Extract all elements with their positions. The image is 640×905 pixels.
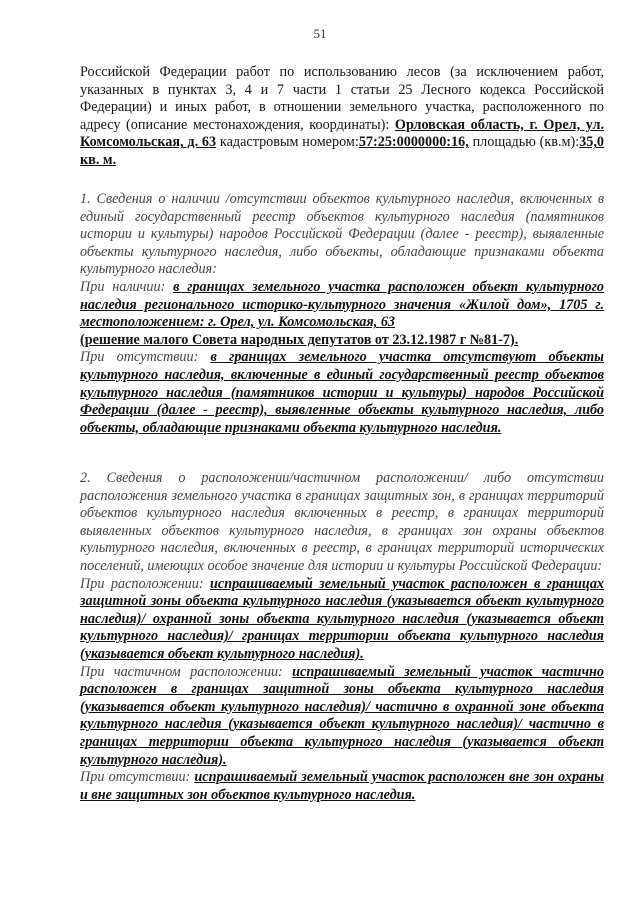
presence-decision: (решение малого Совета народных депутатов от 23.12.1987 г №81-7). (80, 331, 519, 348)
absence-label: При отсутствии: (80, 349, 211, 366)
section-1-absence (80, 349, 604, 437)
section-2-location (80, 576, 604, 664)
absence-label-2: При отсутствии: (80, 769, 195, 786)
presence-label: При наличии: (80, 278, 174, 295)
presence-text: в границах земельного участка расположен объект культурного наследия регионального историко-культурного значения «Жилой дом», 1705 г. местоположением: г. Орел, ул. Комсомольская, 63 (80, 278, 604, 331)
intro-text: Российской Федерации работ по использованию лесов (за исключением работ, указанных в пунктах 3, 4 и 7 части 1 статьи 25 Лесного кодекса Российской Федерации) и иных работ, в отношении земельного участка, расположенного по адресу (описание местонахождения, координаты): (80, 64, 604, 133)
location-label: При расположении: (80, 575, 211, 592)
page-number: 51 (313, 26, 327, 41)
section-2-partial (80, 664, 604, 770)
section-2 (80, 470, 604, 804)
intro-cadastral-number: 57:25:0000000:16, (358, 134, 469, 151)
absence-text: в границах земельного участка отсутствуют объекты культурного наследия, включенные в единый государственный реестр объектов культурного наследия (памятников истории и культуры) народов Российской Федерации (далее - реестр), выявленные объекты культурного наследия, либо объекты, обладающие признаками объекта культурного наследия. (80, 349, 604, 436)
intro-area-value: 35,0 кв. м. (80, 134, 604, 168)
partial-label: При частичном расположении: (80, 663, 293, 680)
section-1-presence (80, 279, 604, 349)
absence-text-2: испрашиваемый земельный участок расположен вне зон охраны и вне защитных зон объектов культурного наследия. (80, 769, 604, 803)
intro-area-label: площадью (кв.м): (468, 134, 580, 151)
intro-address: Орловская область, г. Орел, ул. Комсомольская, д. 63 (80, 116, 604, 151)
location-text: испрашиваемый земельный участок расположен в границах защитной зоны объекта культурного наследия (указывается объект культурного наследия)/ охранной зоны объекта культурного наследия (указывается объект культурного наследия)/ границах территории объекта культурного наследия (указывается объект культурного наследия). (80, 575, 605, 662)
intro-cadastral-label: кадастровым номером: (216, 134, 359, 151)
intro-paragraph (80, 64, 604, 170)
section-2-heading: 2. Сведения о расположении/частичном расположении/ либо отсутствии расположения земельного участка в границах защитных зон, в границах территорий объектов культурного наследия включенных в реестр, в границах территорий выявленных объектов культурного наследия, в границах зон охраны объектов культурного наследия, включенных в реестр, в границах территорий исторических поселений, имеющих особое значение для истории и культуры Российской Федерации: (80, 470, 604, 574)
section-1 (80, 191, 604, 437)
partial-text: испрашиваемый земельный участок частично расположен в границах защитной зоны объекта культурного наследия (указывается объект культурного наследия)/ частично в охранной зоне объекта культурного наследия (указывается объект культурного наследия)/ частично в границах территории объекта культурного наследия (указывается объект культурного наследия). (80, 663, 604, 768)
section-2-absence (80, 769, 604, 804)
section-1-heading: 1. Сведения о наличии /отсутствии объектов культурного наследия, включенных в единый государственный реестр объектов культурного наследия (памятников истории и культуры) народов Российской Федерации (далее - реестр), выявленные объекты культурного наследия, либо объекты, обладающие признаками объекта культурного наследия: (80, 191, 604, 278)
